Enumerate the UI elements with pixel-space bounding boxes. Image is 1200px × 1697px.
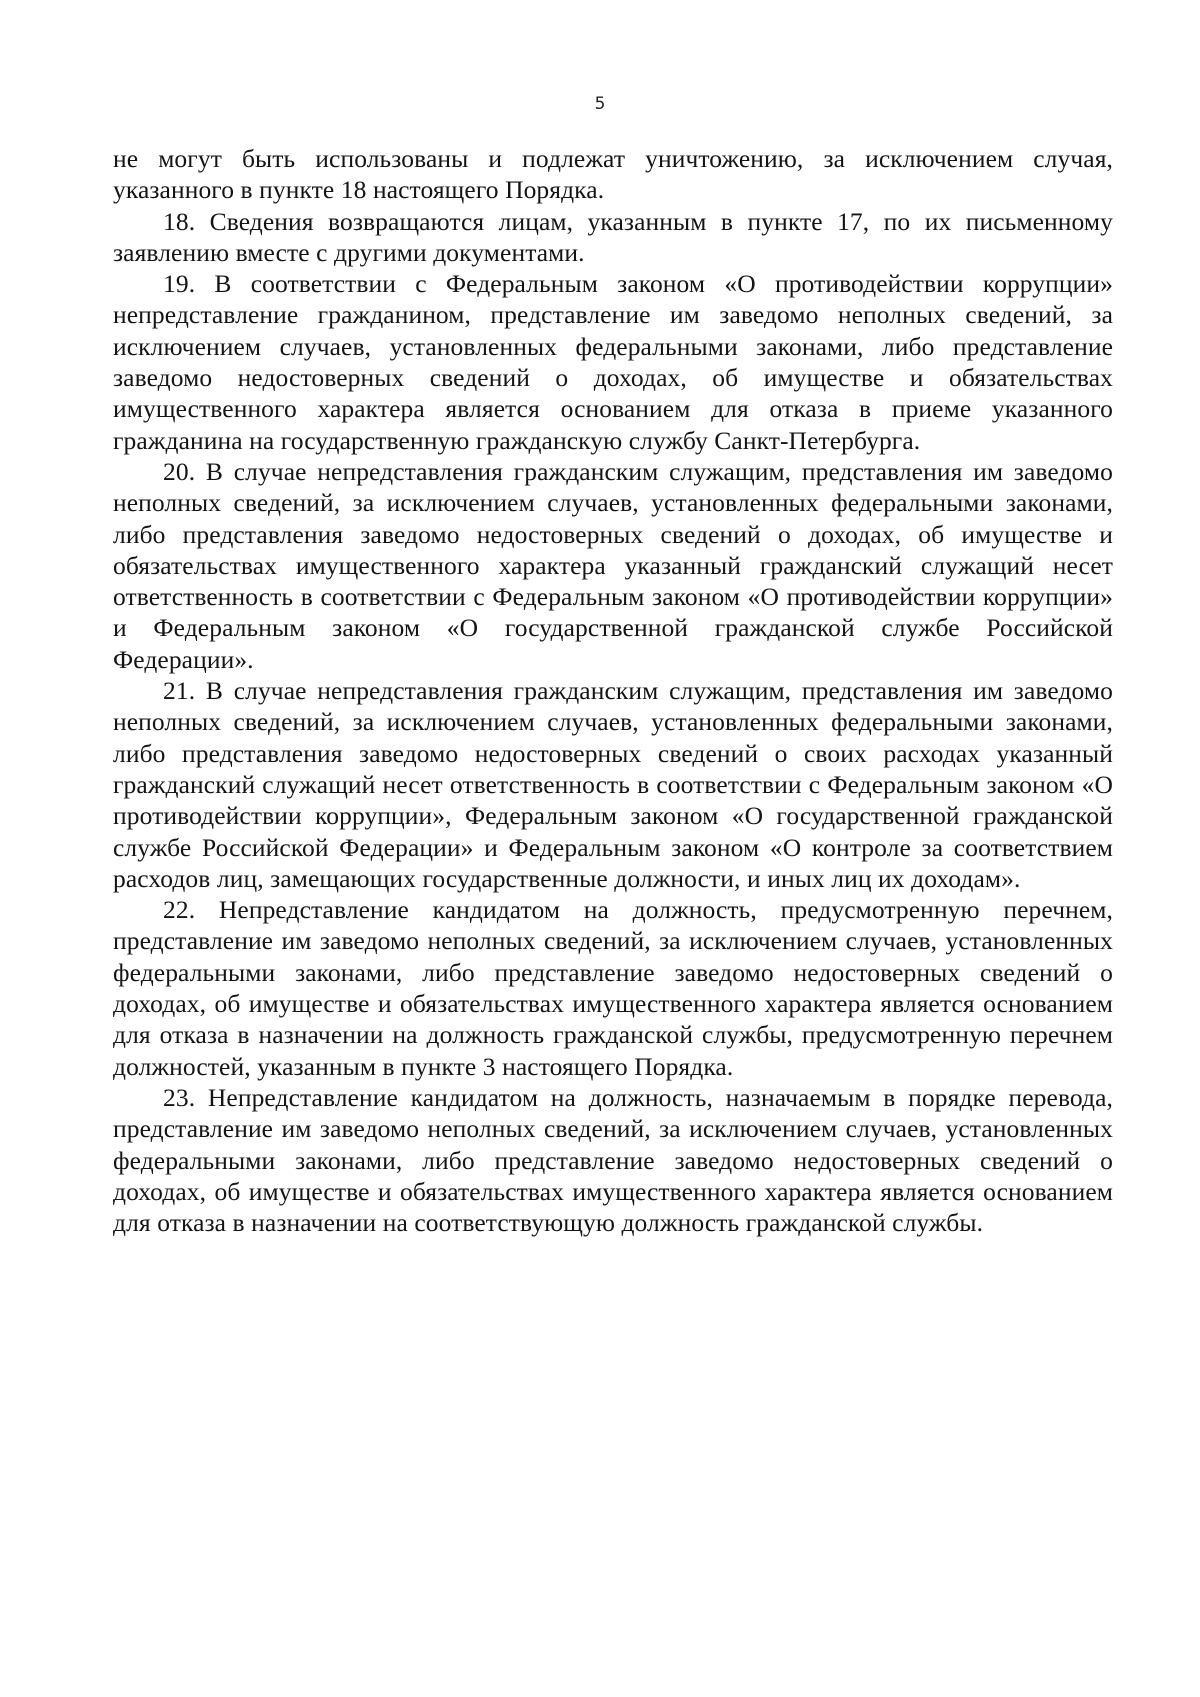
paragraph-22: 22. Непредставление кандидатом на должность, предусмотренную перечнем, представление им заведомо неполных сведений, за исключением случаев, установленных федеральными законами, либо представление заведомо недостоверных сведений о доходах, об имуществе и обязательствах имущественного характера является основанием для отказа в назначении на должность гражданской службы, предусмотренную перечнем должностей, указанным в пункте 3 настоящего Порядка. [113, 895, 1113, 1081]
paragraph-19: 19. В соответствии с Федеральным законом «О противодействии коррупции» непредставление гражданином, представление им заведомо неполных сведений, за исключением случаев, установленных федеральными законами, либо представление заведомо недостоверных сведений о доходах, об имуществе и обязательствах имущественного характера является основанием для отказа в приеме указанного гражданина на государственную гражданскую службу Санкт-Петербурга. [113, 269, 1113, 455]
document-body [113, 143, 1113, 1238]
page-number: 5 [594, 94, 606, 114]
paragraph-21: 21. В случае непредставления гражданским служащим, представления им заведомо неполных сведений, за исключением случаев, установленных федеральными законами, либо представления заведомо недостоверных сведений о своих расходах указанный гражданский служащий несет ответственность в соответствии с Федеральным законом «О противодействии коррупции», Федеральным законом «О государственной гражданской службе Российской Федерации» и Федеральным законом «О контроле за соответствием расходов лиц, замещающих государственные должности, и иных лиц их доходам». [113, 676, 1113, 893]
paragraph-18: 18. Сведения возвращаются лицам, указанным в пункте 17, по их письменному заявлению вместе с другими документами. [113, 206, 1113, 267]
paragraph-continuation: не могут быть использованы и подлежат уничтожению, за исключением случая, указанного в пункте 18 настоящего Порядка. [113, 144, 1113, 205]
paragraph-23: 23. Непредставление кандидатом на должность, назначаемым в порядке перевода, представление им заведомо неполных сведений, за исключением случаев, установленных федеральными законами, либо представление заведомо недостоверных сведений о доходах, об имуществе и обязательствах имущественного характера является основанием для отказа в назначении на соответствующую должность гражданской службы. [113, 1082, 1113, 1238]
paragraph-20: 20. В случае непредставления гражданским служащим, представления им заведомо неполных сведений, за исключением случаев, установленных федеральными законами, либо представления заведомо недостоверных сведений о доходах, об имуществе и обязательствах имущественного характера указанный гражданский служащий несет ответственность в соответствии с Федеральным законом «О противодействии коррупции» и Федеральным законом «О государственной гражданской службе Российской Федерации». [113, 456, 1113, 674]
